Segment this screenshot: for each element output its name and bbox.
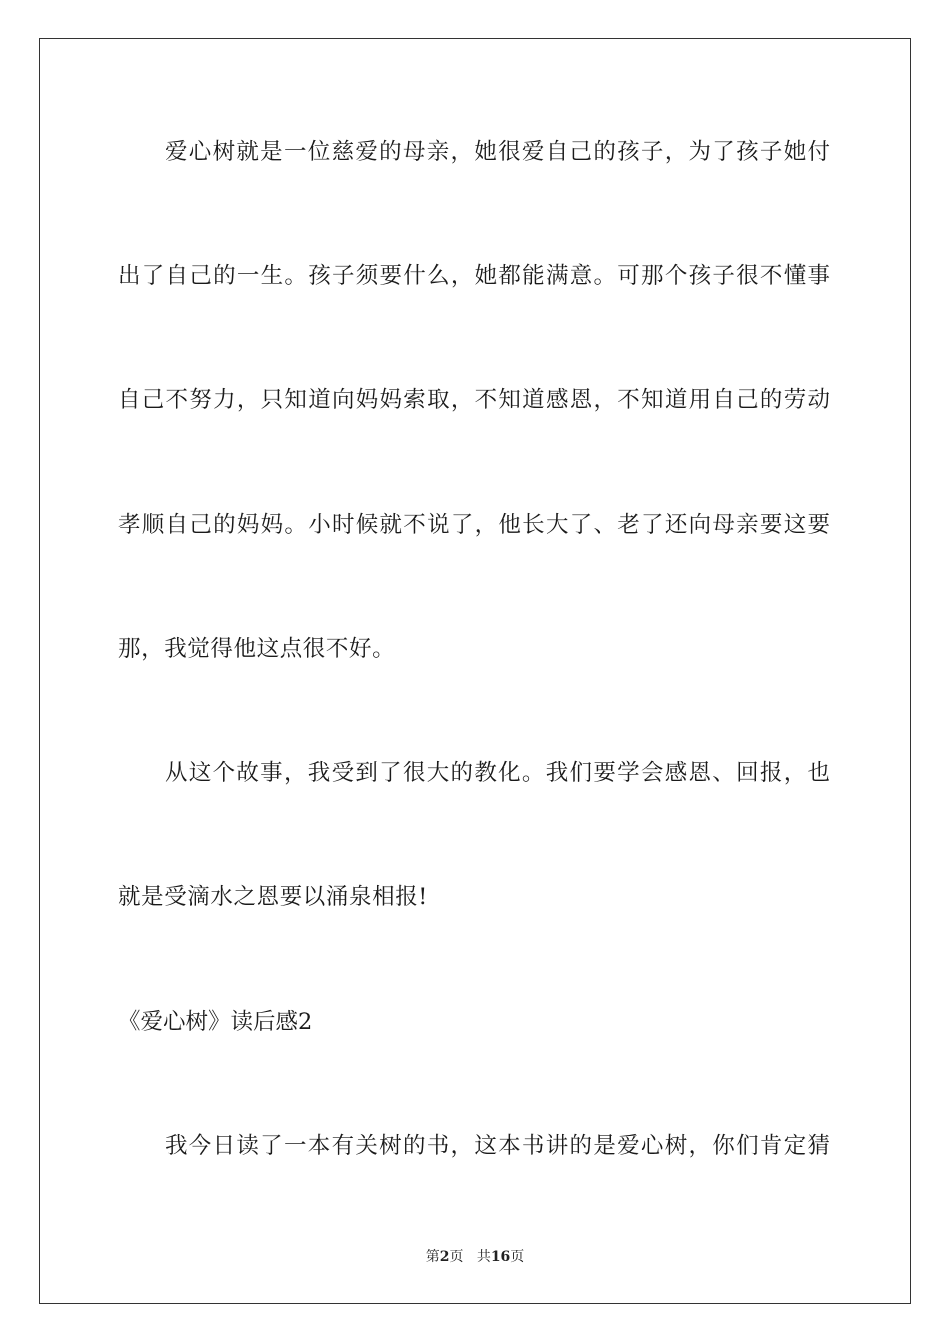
footer-page-prefix: 第 bbox=[425, 1249, 440, 1265]
paragraph-1-line-5: 那，我觉得他这点很不好。 bbox=[118, 636, 396, 662]
section-heading: 《爱心树》读后感2 bbox=[118, 1009, 313, 1035]
paragraph-1-line-4: 孝顺自己的妈妈。小时候就不说了，他长大了、老了还向母亲要这要 bbox=[118, 512, 830, 538]
paragraph-2-line-1: 从这个故事，我受到了很大的教化。我们要学会感恩、回报，也 bbox=[165, 760, 830, 786]
paragraph-1-line-1: 爱心树就是一位慈爱的母亲，她很爱自己的孩子，为了孩子她付 bbox=[165, 139, 830, 165]
paragraph-1-line-2: 出了自己的一生。孩子须要什么，她都能满意。可那个孩子很不懂事 bbox=[118, 263, 830, 289]
footer-total-suffix: 页 bbox=[510, 1249, 525, 1265]
footer-page-total: 16 bbox=[490, 1249, 511, 1265]
paragraph-1-line-3: 自己不努力，只知道向妈妈索取，不知道感恩，不知道用自己的劳动 bbox=[118, 387, 830, 413]
paragraph-2-line-2: 就是受滴水之恩要以涌泉相报! bbox=[118, 884, 428, 910]
footer-page-suffix: 页 bbox=[449, 1249, 464, 1265]
page-border bbox=[39, 38, 911, 1304]
paragraph-3-line-1: 我今日读了一本有关树的书，这本书讲的是爱心树，你们肯定猜 bbox=[165, 1133, 830, 1159]
footer-total-prefix: 共 bbox=[476, 1249, 491, 1265]
page-footer bbox=[0, 1247, 950, 1267]
footer-page-current: 2 bbox=[439, 1249, 450, 1265]
